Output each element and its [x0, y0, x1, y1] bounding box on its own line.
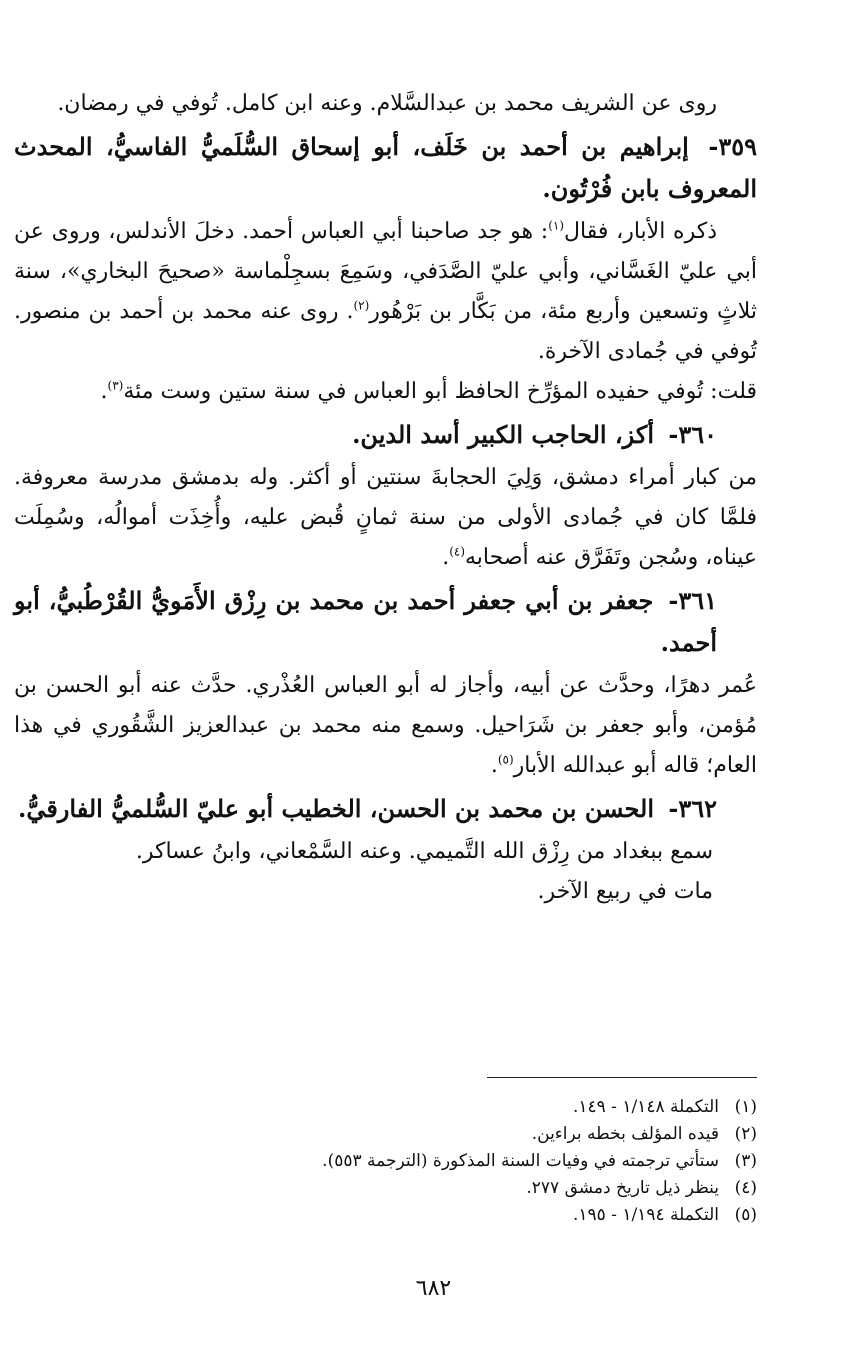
entry-line: سمع ببغداد من رِزْق الله التَّميمي. وعنه السَّمْعاني، وابنُ عساكر. [135, 839, 713, 864]
entry-heading-359 [14, 126, 757, 210]
footnote-item [120, 1175, 757, 1202]
footnote-ref[interactable]: (٥) [497, 752, 514, 767]
text-run: . روى عنه محمد بن أحمد بن منصور. تُوفي في جُمادى الآخرة. [14, 299, 757, 364]
text-run: : هو جد صاحبنا أبي العباس أحمد. دخلَ الأندلس، وروى عن أبي عليّ الغَسَّاني، وأبي عليّ الصَّدَفي، وسَمِعَ بسجِلْماسة «صحيحَ البخاري»، سنة ثلاثٍ وتسعين وأربع مئة، من بَكَّار بن بَرْهُور [14, 219, 757, 324]
footnote-item [120, 1202, 757, 1229]
entry-line: مات في ربيع الآخر. [537, 879, 713, 904]
text-run: . [100, 379, 108, 404]
entry-paragraph [14, 372, 757, 412]
entry-number: ٣٦٠- [668, 420, 717, 449]
footnote-item [120, 1148, 757, 1175]
main-text [14, 84, 757, 912]
text-run: عُمر دهرًا، وحدَّث عن أبيه، وأجاز له أبو العباس العُذْري. حدَّث عنه أبو الحسن بن مُؤمن، وأبو جعفر بن شَرَاحيل. وسمع منه محمد بن عبدالعزيز الشَّقُوري في هذا العام؛ قاله أبو عبدالله الأبار [14, 673, 757, 778]
entry-heading-361 [14, 580, 757, 664]
footnotes [120, 1094, 757, 1229]
footnote-ref[interactable]: (١) [548, 218, 565, 233]
intro-paragraph: روى عن الشريف محمد بن عبدالسَّلام. وعنه ابن كامل. تُوفي في رمضان. [57, 91, 717, 116]
footnote-text: ينظر ذيل تاريخ دمشق ٢٧٧. [526, 1178, 719, 1198]
entry-heading-362 [14, 788, 757, 830]
footnote-number: (٥) [734, 1205, 757, 1225]
entry-paragraph [14, 458, 757, 578]
text-run: قلت: تُوفي حفيده المؤرِّخ الحافظ أبو العباس في سنة ستين وست مئة [123, 379, 757, 404]
entry-paragraph [14, 212, 757, 372]
text-run: ذكره الأبار، فقال [564, 219, 717, 244]
footnote-text: ستأتي ترجمته في وفيات السنة المذكورة (الترجمة ٥٥٣). [322, 1151, 719, 1171]
footnote-number: (١) [734, 1097, 757, 1117]
footnote-text: التكملة ١/١٤٨ - ١٤٩. [572, 1097, 719, 1117]
entry-title: الحسن بن محمد بن الحسن، الخطيب أبو عليّ السُّلميُّ الفارقيُّ. [17, 794, 654, 823]
footnote-number: (٣) [734, 1151, 757, 1171]
entry-paragraph [14, 666, 757, 786]
entry-title: إبراهيم بن أحمد بن خَلَف، أبو إسحاق السُّلَميُّ الفاسيُّ، المحدث المعروف بابن فُرْتُون. [14, 132, 757, 203]
entry-number: ٣٥٩- [708, 132, 757, 161]
footnote-divider [487, 1077, 757, 1078]
text-run: من كبار أمراء دمشق، وَلِيَ الحجابةَ سنتين أو أكثر. وله بدمشق مدرسة معروفة. فلمَّا كان في جُمادى الأولى من سنة ثمانٍ قُبض عليه، وأُخِذَت أموالُه، وسُمِلَت عيناه، وسُجن وتَفَرَّق عنه أصحابه [14, 465, 757, 570]
footnote-ref[interactable]: (٢) [353, 298, 370, 313]
entry-title: أكز، الحاجب الكبير أسد الدين. [352, 420, 654, 449]
footnote-item [120, 1121, 757, 1148]
text-run: . [442, 545, 450, 570]
footnote-ref[interactable]: (٣) [107, 378, 124, 393]
text-run: . [490, 753, 498, 778]
footnote-number: (٤) [734, 1178, 757, 1198]
entry-heading-360 [14, 414, 757, 456]
entry-title: جعفر بن أبي جعفر أحمد بن محمد بن رِزْق الأَمَويُّ القُرْطُبيُّ، أبو أحمد. [14, 586, 717, 657]
entry-number: ٣٦٢- [668, 794, 717, 823]
footnote-text: التكملة ١/١٩٤ - ١٩٥. [572, 1205, 719, 1225]
page-number: ٦٨٢ [415, 1276, 452, 1301]
footnote-number: (٢) [734, 1124, 757, 1144]
footnote-ref[interactable]: (٤) [449, 544, 466, 559]
footnote-text: قيده المؤلف بخطه براءين. [531, 1124, 719, 1144]
entry-number: ٣٦١- [668, 586, 717, 615]
footnote-item [120, 1094, 757, 1121]
